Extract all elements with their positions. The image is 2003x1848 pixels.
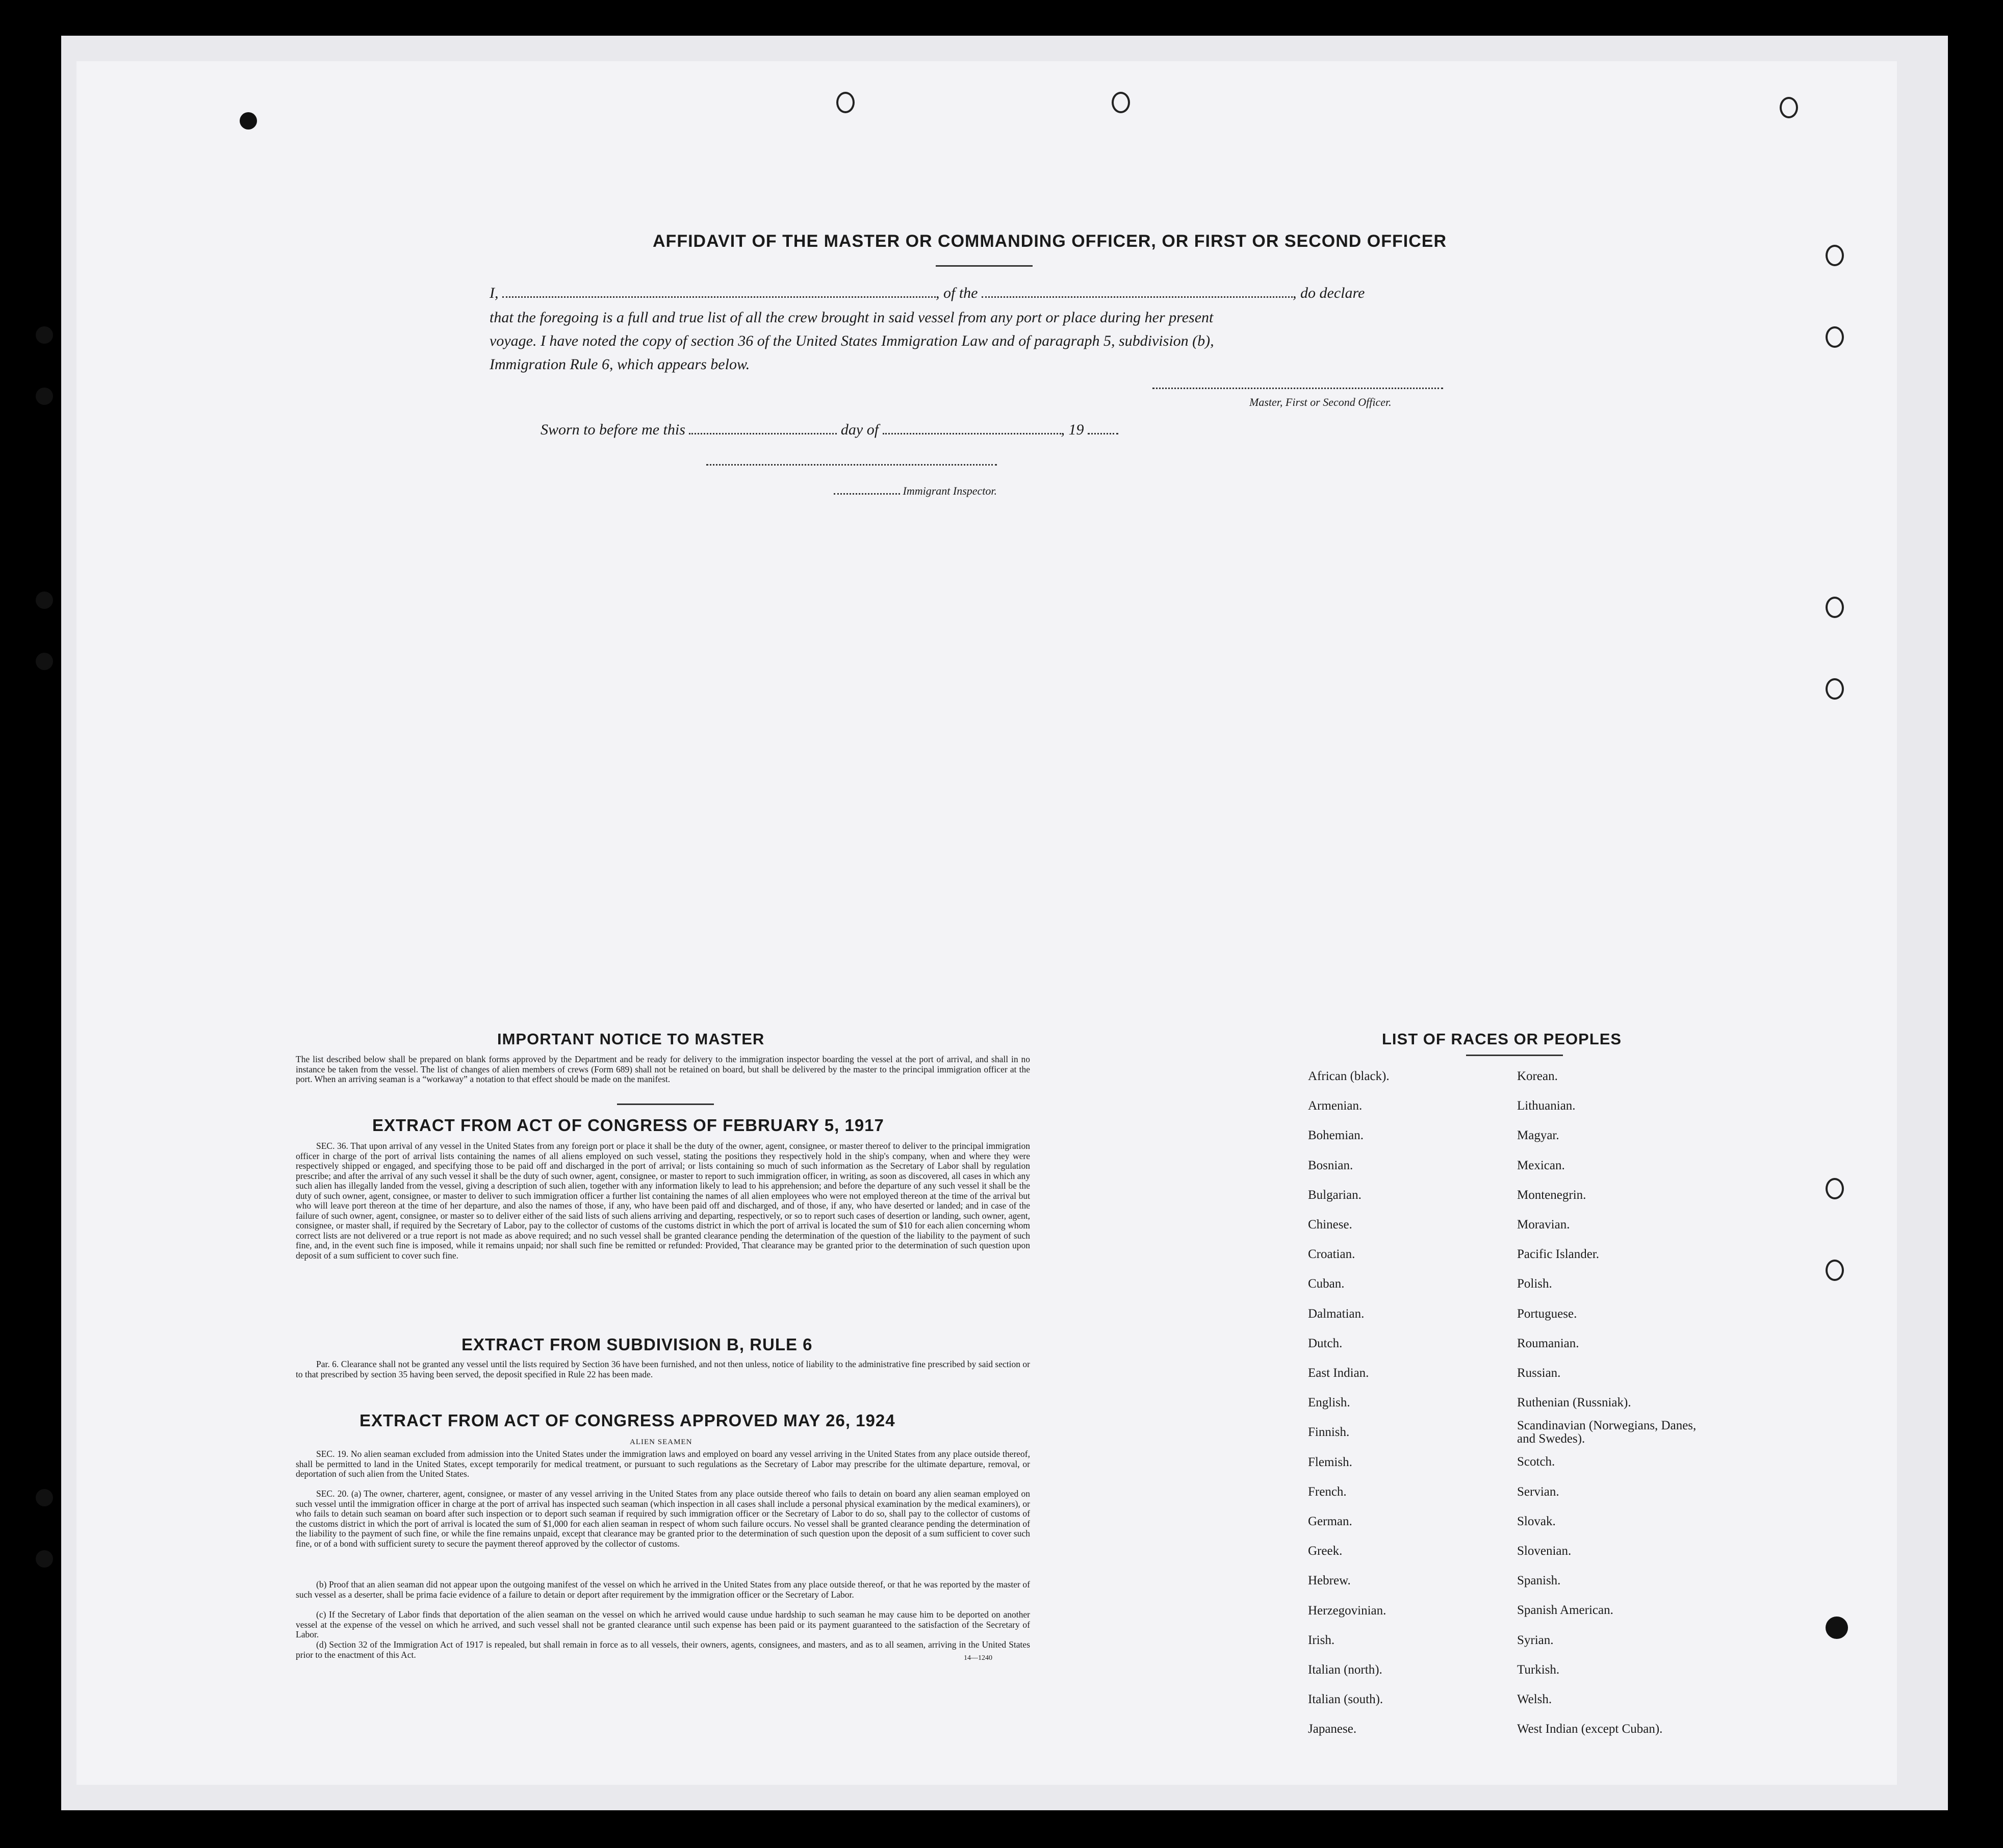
sworn-prefix: Sworn to before me this	[541, 421, 685, 438]
punch-hole-ring	[1826, 245, 1844, 266]
extract-1924-sec19: SEC. 19. No alien seaman excluded from admission into the United States under the immigration laws and employed on board any vessel arriving in the United States from any place outside thereof, shall be permitted to land in the United States, except temporarily for medical treatment, or pursuant to such regulations as the Secretary of Labor may prescribe for the ultimate departure, removal, or deportation of such alien from the United States.	[296, 1449, 1030, 1479]
punch-hole-ring	[1826, 326, 1844, 348]
race-item: Pacific Islander.	[1517, 1247, 1600, 1262]
punch-hole-ring	[1826, 597, 1844, 618]
inspector-label-text: Immigrant Inspector.	[903, 484, 997, 497]
extract-1924-sec20c: (c) If the Secretary of Labor finds that deportation of the alien seaman on the vessel on which he arrived would cause undue hardship to such seaman he may cause him to be deported on another vessel at the expense of the vessel on which he arrived, and such vessel shall not be granted clearance until such expense has been paid or its payment guaranteed to the satisfaction of the Secretary of Labor.	[296, 1609, 1030, 1639]
affidavit-line1	[490, 285, 1550, 302]
race-item: Spanish American.	[1517, 1603, 1613, 1618]
race-item: Greek.	[1308, 1544, 1343, 1558]
affidavit-line2: that the foregoing is a full and true list of all the crew brought in said vessel from any port or place during her present	[490, 309, 1214, 326]
affidavit-line3: voyage. I have noted the copy of section 36 of the United States Immigration Law and of paragraph 5, subdivision (b),	[490, 332, 1214, 349]
race-item: Mexican.	[1517, 1158, 1565, 1172]
divider	[617, 1103, 714, 1105]
race-item: Croatian.	[1308, 1247, 1355, 1262]
races-divider	[1466, 1055, 1563, 1056]
title-divider	[936, 265, 1033, 267]
sworn-line	[541, 421, 1118, 439]
race-item: Polish.	[1517, 1277, 1552, 1291]
race-item: West Indian (except Cuban).	[1517, 1722, 1663, 1736]
extract-rule6-title: EXTRACT FROM SUBDIVISION B, RULE 6	[461, 1335, 813, 1354]
extract-1924-sec20a: SEC. 20. (a) The owner, charterer, agent, consignee, or master of any vessel arriving in the United States from any place outside thereof who fails to detain on board any alien seaman employed on such vessel until the immigration officer in charge at the port of arrival has inspected such seaman (which inspection in all cases shall include a personal physical examination by the medical examiners), or who fails to detain such seaman on board after such inspection or to deport such seaman if required by such immigration officer or the Secretary of Labor to do so, shall pay to the collector of customs of the customs district in which the port of arrival is located the sum of $1,000 for each alien seaman in respect of whom such failure occurs. No vessel shall be granted clearance pending the determination of the liability to the payment of such fine, or while the fine remains unpaid, except that clearance may be granted prior to the determination of such question upon the deposit of a sum sufficient to cover such fine, or of a bond with sufficient surety to secure the payment thereof approved by the collector of customs.	[296, 1488, 1030, 1549]
vessel-name-field[interactable]	[982, 296, 1293, 298]
punch-hole	[36, 653, 53, 670]
race-item: Servian.	[1517, 1484, 1559, 1499]
race-item: English.	[1308, 1396, 1350, 1410]
sworn-year-prefix: , 19	[1061, 421, 1084, 438]
extract-rule6-body: Par. 6. Clearance shall not be granted any vessel until the lists required by Section 36 have been furnished, and not then unless, notice of liability to the administrative fine prescribed by said section or to that prescribed by section 35 having been served, the deposit specified in Rule 22 has been made.	[296, 1359, 1030, 1379]
race-item: Flemish.	[1308, 1455, 1352, 1469]
inspector-signature-field[interactable]	[706, 464, 997, 466]
sworn-day-of: day of	[840, 421, 879, 438]
form-number: 14—1240	[964, 1654, 992, 1662]
punch-hole-ring	[1826, 678, 1844, 700]
race-item: Japanese.	[1308, 1722, 1357, 1736]
punch-hole	[36, 326, 53, 344]
punch-hole	[36, 592, 53, 609]
races-right-column	[1517, 1062, 1711, 1744]
race-item: East Indian.	[1308, 1366, 1369, 1380]
scanned-page	[61, 36, 1948, 1810]
race-item: Portuguese.	[1517, 1306, 1577, 1321]
race-item: Italian (north).	[1308, 1663, 1382, 1677]
race-item: Slovenian.	[1517, 1544, 1572, 1558]
race-item: Magyar.	[1517, 1128, 1559, 1143]
label-of-the: , of the	[936, 285, 978, 301]
extract-1924-title: EXTRACT FROM ACT OF CONGRESS APPROVED MAY 26, 1924	[359, 1411, 895, 1430]
label-do-declare: , do declare	[1293, 285, 1365, 301]
punch-hole-ring	[1826, 1260, 1844, 1281]
notice-title: IMPORTANT NOTICE TO MASTER	[497, 1030, 765, 1048]
race-item: Turkish.	[1517, 1662, 1560, 1677]
form-sheet	[76, 61, 1897, 1785]
race-item: Dutch.	[1308, 1336, 1343, 1350]
race-item: Bohemian.	[1308, 1128, 1364, 1143]
punch-hole	[36, 388, 53, 405]
master-name-field[interactable]	[502, 296, 936, 298]
race-item: Bulgarian.	[1308, 1188, 1362, 1202]
races-title: LIST OF RACES OR PEOPLES	[1382, 1030, 1622, 1048]
race-item: Hebrew.	[1308, 1574, 1351, 1588]
race-item: German.	[1308, 1515, 1352, 1529]
race-item: Lithuanian.	[1517, 1099, 1576, 1113]
race-item: Bosnian.	[1308, 1158, 1353, 1172]
inspector-label	[834, 484, 997, 498]
punch-hole	[36, 1489, 53, 1506]
races-left-column	[1308, 1062, 1390, 1744]
race-item: Roumanian.	[1517, 1336, 1579, 1350]
punch-hole-ring	[1780, 97, 1798, 118]
race-item: Herzegovinian.	[1308, 1603, 1386, 1618]
punch-hole-ring	[1826, 1178, 1844, 1199]
extract-1924-sec20b: (b) Proof that an alien seaman did not appear upon the outgoing manifest of the vessel on which he arrived in the United States from any place outside thereof, or that he was reported by the master of such vessel as a deserter, shall be prima facie evidence of a failure to detain or deport after requirement by the immigration officer or the Secretary of Labor.	[296, 1579, 1030, 1600]
race-item: Finnish.	[1308, 1425, 1350, 1440]
punch-hole-ring	[1112, 92, 1130, 113]
race-item: Moravian.	[1517, 1218, 1570, 1232]
race-item: Armenian.	[1308, 1099, 1363, 1113]
sworn-day-field[interactable]	[689, 433, 837, 434]
punch-hole	[36, 1550, 53, 1568]
extract-1917-body: SEC. 36. That upon arrival of any vessel in the United States from any foreign port or place it shall be the duty of the owner, agent, consignee, or master thereof to deliver to the principal immigration officer in charge of the port of arrival lists containing the names of all aliens employed on such vessel, stating the positions they respectively hold in the ship's company, when and where they were respectively shipped or engaged, and specifying those to be paid off and discharged in the port of arrival; or lists containing so much of such information as the Secretary of Labor shall by regulation prescribe; and after the arrival of any such vessel it shall be the duty of such owner, agent, consignee, or master to report to such immigration officer, in writing, as soon as discovered, all cases in which any such alien has illegally landed from the vessel, giving a description of such alien, together with any information likely to lead to his apprehension; and before the departure of any such vessel it shall be the duty of such owner, agent, consignee, or master to deliver to such immigration officer a further list containing the names of all alien employees who were not employed thereon at the time of the arrival but who will leave port thereon at the time of her departure, and also the names of those, if any, who have been paid off and discharged, and of those, if any, who have deserted or landed; and in case of the failure of such owner, agent, consignee, or master so to deliver either of the said lists of such aliens arriving and departing, respectively, or so to report such cases of desertion or landing, such owner, agent, consignee, or master shall, if required by the Secretary of Labor, pay to the collector of customs of the customs district in which the port of arrival is located the sum of $10 for each alien concerning whom correct lists are not delivered or a true report is not made as above required; and no such vessel shall be granted clearance pending the determination of the question of the liability to the payment of such fine, and, in the event such fine is imposed, while it remains unpaid; nor shall such fine be remitted or refunded: Provided, That clearance may be granted prior to the determination of such question upon deposit of a sum sufficient to cover such fine.	[296, 1141, 1030, 1261]
punch-hole-ring	[836, 92, 855, 113]
race-item: Cuban.	[1308, 1277, 1345, 1291]
master-signature-field[interactable]	[1152, 388, 1443, 389]
race-item: Italian (south).	[1308, 1692, 1383, 1707]
extract-1917-title: EXTRACT FROM ACT OF CONGRESS OF FEBRUARY 5, 1917	[372, 1116, 884, 1135]
label-i: I,	[490, 285, 499, 301]
race-item: Syrian.	[1517, 1633, 1554, 1647]
affidavit-title: AFFIDAVIT OF THE MASTER OR COMMANDING OFFICER, OR FIRST OR SECOND OFFICER	[653, 232, 1447, 251]
sworn-year-field[interactable]	[1088, 433, 1118, 434]
race-item: Ruthenian (Russniak).	[1517, 1396, 1631, 1410]
race-item: Scotch.	[1517, 1455, 1555, 1469]
race-item: Russian.	[1517, 1366, 1561, 1380]
punch-hole	[240, 112, 257, 130]
master-signature-label: Master, First or Second Officer.	[1249, 396, 1392, 408]
race-item: African (black).	[1308, 1069, 1390, 1083]
inspector-leader	[834, 493, 900, 495]
race-item: Chinese.	[1308, 1218, 1352, 1232]
affidavit-line4: Immigration Rule 6, which appears below.	[490, 356, 750, 373]
extract-1924-sec20d: (d) Section 32 of the Immigration Act of 1917 is repealed, but shall remain in force as to all vessels, their owners, agents, consignees, and masters, and as to all seamen, arriving in the United States prior to the enactment of this Act.	[296, 1639, 1030, 1660]
race-item: Slovak.	[1517, 1514, 1556, 1528]
race-item: Spanish.	[1517, 1574, 1561, 1588]
race-item: Korean.	[1517, 1069, 1558, 1083]
race-item: Montenegrin.	[1517, 1188, 1586, 1202]
race-item: Scandinavian (Norwegians, Danes, and Swedes).	[1517, 1419, 1697, 1446]
race-item: French.	[1308, 1484, 1347, 1499]
sworn-month-field[interactable]	[883, 433, 1061, 434]
extract-1924-subtitle: ALIEN SEAMEN	[630, 1438, 692, 1446]
race-item: Irish.	[1308, 1633, 1335, 1647]
race-item: Welsh.	[1517, 1692, 1552, 1707]
punch-hole	[1826, 1616, 1848, 1639]
race-item: Dalmatian.	[1308, 1306, 1365, 1321]
notice-body: The list described below shall be prepared on blank forms approved by the Department and be ready for delivery to the immigration inspector boarding the vessel at the port of arrival, and shall in no instance be taken from the vessel. The list of changes of alien members of crews (Form 689) shall not be retained on board, but shall be delivered by the master to the principal immigration officer at the port. When an arriving seaman is a “workaway” a notation to that effect should be made on the manifest.	[296, 1054, 1030, 1084]
